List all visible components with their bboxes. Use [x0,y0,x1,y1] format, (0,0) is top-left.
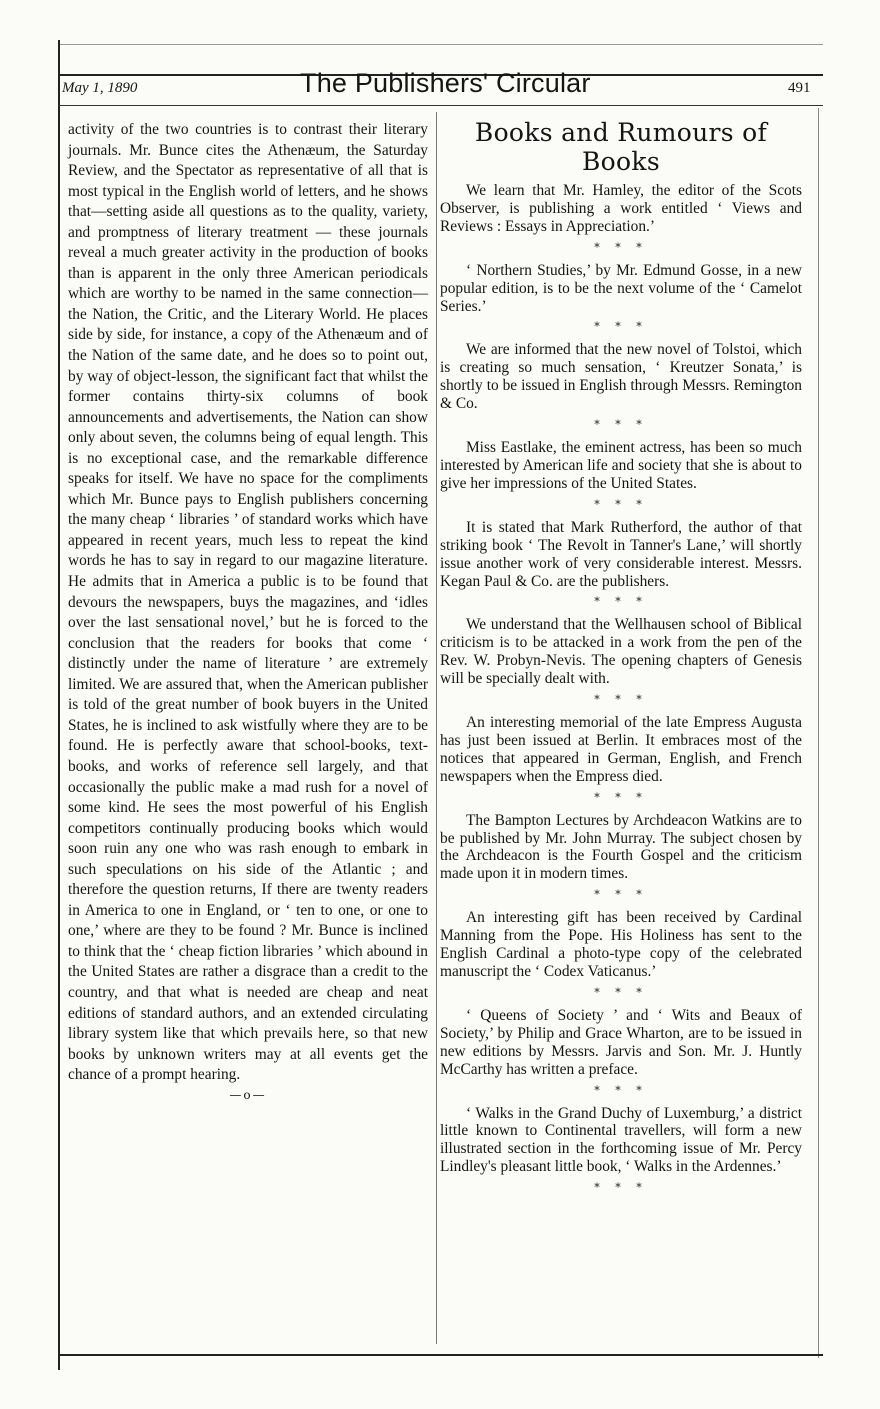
asterism-separator: * * * [594,320,648,334]
news-item-text: Miss Eastlake, the eminent actress, has been so much interested by American life and society that she is about to give her impressions of the United States. [440,439,802,492]
asterism-separator: * * * [594,790,648,804]
news-item-text: The Bampton Lectures by Archdeacon Watkins are to be published by Mr. John Murray. The subject chosen by the Archdeacon is the Fourth Gospel and the criticism made upon it in modern times. [440,811,802,883]
news-item-text: We are informed that the new novel of Tolstoi, which is creating so much sensation, ‘ Kreutzer Sonata,’ is shortly to be issued in English through Messrs. Remington & Co. [440,341,802,413]
asterism-separator: * * * [594,1083,648,1097]
frame-left-rule [58,40,60,1370]
news-item [440,909,802,981]
left-column [68,120,428,1102]
asterism-separator: * * * [594,693,648,707]
news-items [440,182,802,1202]
asterism-separator: * * * [594,1181,648,1195]
news-item [440,182,802,236]
end-ornament: —o— [229,1087,267,1102]
frame-top-rule [58,44,823,45]
news-item-text: ‘ Northern Studies,’ by Mr. Edmund Gosse, in a new popular edition, is to be the next volume of the ‘ Camelot Series.’ [440,261,802,315]
news-item [440,519,802,591]
page-number: 491 [788,80,811,96]
asterism-separator: * * * [594,595,648,609]
asterism-separator: * * * [594,888,648,902]
asterism-separator: * * * [594,240,648,254]
news-item [440,341,802,413]
news-item-text: An interesting memorial of the late Empress Augusta has just been issued at Berlin. It embraces most of the notices that appeared in German, English, and French newspapers when the Empress died. [440,714,802,785]
news-item [440,1105,802,1177]
header-bottom-rule [58,105,823,106]
column-divider [436,112,437,1344]
right-column [440,118,802,1202]
news-item-text: ‘ Walks in the Grand Duchy of Luxemburg,’ a district little known to Continental travellers, will form a new illustrated section in the forthcoming issue of Mr. Percy Lindley's pleasant little book, ‘ Walks in the Ardennes.’ [440,1104,802,1176]
news-item-text: It is stated that Mark Rutherford, the author of that striking book ‘ The Revolt in Tanner's Lane,’ will shortly issue another work of very considerable interest. Messrs. Kegan Paul & Co. are the publishers. [440,518,802,590]
news-item-text: ‘ Queens of Society ’ and ‘ Wits and Beaux of Society,’ by Philip and Grace Wharton, are to be issued in new editions by Messrs. Jarvis and Son. Mr. J. Huntly McCarthy has written a preface. [440,1006,802,1078]
news-item-text: We learn that Mr. Hamley, the editor of the Scots Observer, is publishing a work entitled ‘ Views and Reviews : Essays in Appreciation.’ [440,182,802,235]
issue-date: May 1, 1890 [62,80,138,96]
asterism-separator: * * * [594,985,648,999]
left-column-article-text: activity of the two countries is to contrast their literary journals. Mr. Bunce cites the Athenæum, the Saturday Review, and the Spectator as representative of all that is most typical in the English world of letters, and he shows that—setting aside all questions as to the quality, variety, and promptness of literary treatment — these journals reveal a much greater activity in the production of books than is apparent in the only three American periodicals which are worthy to be named in the same connection—the Nation, the Critic, and the Literary World. He places side by side, for instance, a copy of the Athenæum and of the Nation of the same date, and he does so to point out, by way of object-lesson, the significant fact that whilst the former contains thirty-six columns of book announcements and advertisements, the Nation can show only about seven, the columns being of equal length. This is no exceptional case, and the remarkable difference speaks for itself. We have no space for the compliments which Mr. Bunce pays to English publishers concerning the many cheap ‘ libraries ’ of standard works which have appeared in recent years, much less to repeat the kind words he has to say in regard to our magazine literature. He admits that in America a public is to be found that devours the newspapers, buys the magazines, and ‘idles over the last sensational novel,’ but he is forced to the conclusion that the readers for books that come ‘ distinctly under the name of literature ’ are extremely limited. We are assured that, when the American publisher is told of the great number of book buyers in the United States, he is inclined to ask wistfully where they are to be found. He is perfectly aware that school-books, text-books, and works of reference sell largely, and that occasionally the public make a mad rush for a novel of some kind. He sees the most powerful of his English competitors continually producing books which would soon ruin any one who was rash enough to embark in such speculations on his side of the Atlantic ; and therefore the question returns, If there are twenty readers in America to one in England, or ‘ ten to one, or one to one,’ where are they to be found ? Mr. Bunce is inclined to think that the ‘ cheap fiction libraries ’ which abound in the United States are rather a disgrace than a credit to the country, and that what is needed are cheap and neat editions of standard authors, and an extended circulating library system like that which prevails here, so that new books by unknown writers may at all events get the chance of a prompt hearing. [68,121,428,1084]
news-item [440,616,802,688]
news-item [440,812,802,884]
news-item [440,714,802,786]
asterism-separator: * * * [594,418,648,432]
news-item [440,1007,802,1079]
frame-right-rule [818,108,819,1358]
news-item [440,439,802,493]
news-item-text: We understand that the Wellhausen school of Biblical criticism is to be attacked in a work from the pen of the Rev. W. Probyn-Nevis. The opening chapters of Genesis will be specially dealt with. [440,616,802,688]
asterism-separator: * * * [594,497,648,511]
section-heading: Books and Rumours of Books [474,118,768,176]
frame-bottom-rule [58,1354,823,1356]
news-item [440,262,802,316]
news-item-text: An interesting gift has been received by Cardinal Manning from the Pope. His Holiness has sent to the English Cardinal a photo-type copy of the celebrated manuscript the ‘ Codex Vaticanus.’ [440,909,802,980]
publication-title: The Publishers' Circular [300,68,591,98]
